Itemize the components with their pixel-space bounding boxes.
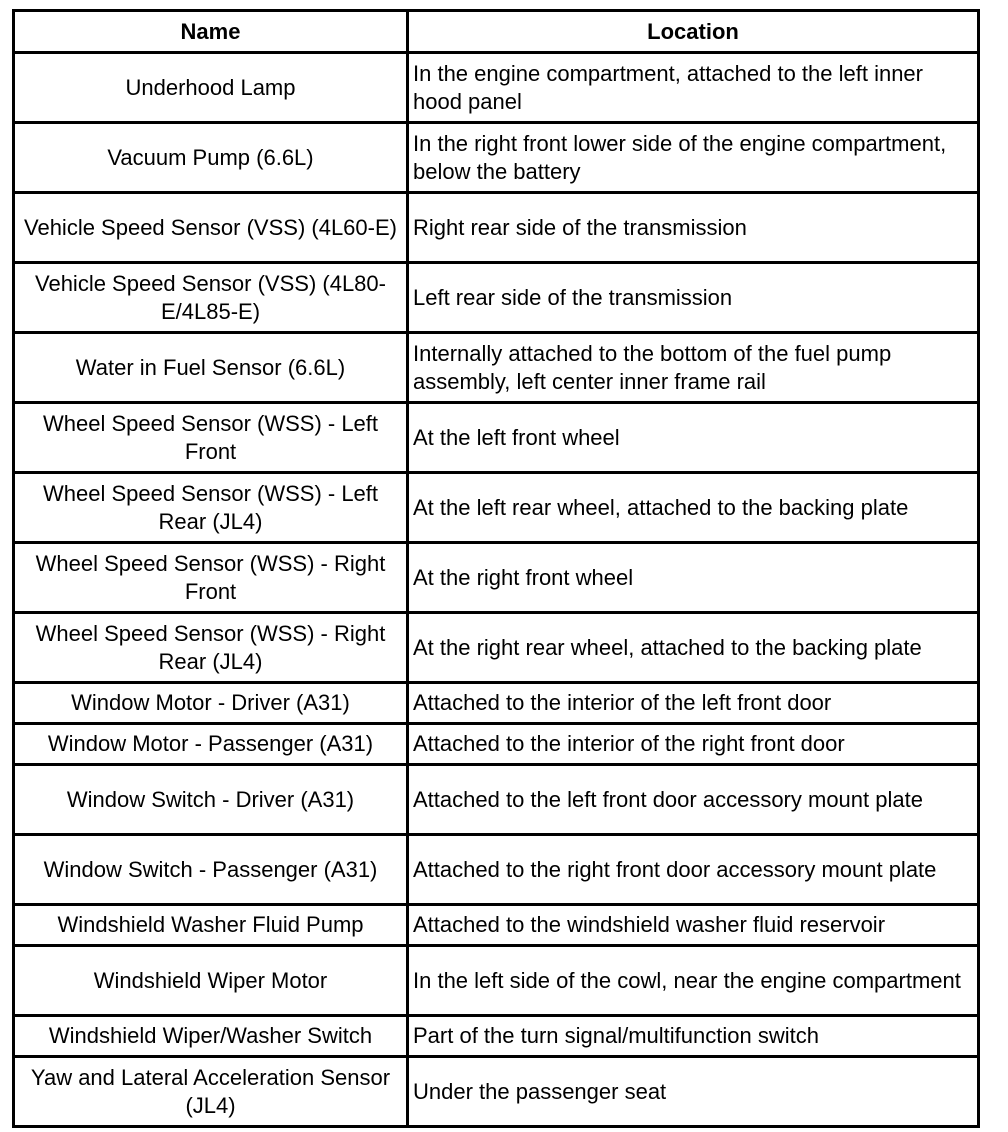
component-location: Right rear side of the transmission [408, 193, 979, 263]
component-name: Window Motor - Passenger (A31) [14, 724, 408, 765]
column-header-name: Name [14, 11, 408, 53]
component-name: Vehicle Speed Sensor (VSS) (4L80-E/4L85-E) [14, 263, 408, 333]
table-header-row [14, 11, 979, 53]
component-name: Underhood Lamp [14, 53, 408, 123]
table-row [14, 473, 979, 543]
component-name: Yaw and Lateral Acceleration Sensor (JL4) [14, 1057, 408, 1127]
component-location: Attached to the left front door accessory mount plate [408, 765, 979, 835]
component-name: Vacuum Pump (6.6L) [14, 123, 408, 193]
component-name: Windshield Wiper Motor [14, 946, 408, 1016]
component-location: At the right front wheel [408, 543, 979, 613]
component-name: Wheel Speed Sensor (WSS) - Left Rear (JL4) [14, 473, 408, 543]
component-location: At the right rear wheel, attached to the backing plate [408, 613, 979, 683]
component-location: In the left side of the cowl, near the engine compartment [408, 946, 979, 1016]
component-name: Wheel Speed Sensor (WSS) - Right Front [14, 543, 408, 613]
component-name: Windshield Washer Fluid Pump [14, 905, 408, 946]
table-row [14, 835, 979, 905]
component-location: Attached to the windshield washer fluid reservoir [408, 905, 979, 946]
component-name: Window Switch - Driver (A31) [14, 765, 408, 835]
component-name: Wheel Speed Sensor (WSS) - Right Rear (JL4) [14, 613, 408, 683]
component-location: Attached to the interior of the left front door [408, 683, 979, 724]
component-location: In the right front lower side of the engine compartment, below the battery [408, 123, 979, 193]
table-row [14, 946, 979, 1016]
table-row [14, 765, 979, 835]
component-name: Water in Fuel Sensor (6.6L) [14, 333, 408, 403]
component-location: Attached to the interior of the right front door [408, 724, 979, 765]
table-row [14, 905, 979, 946]
component-name: Wheel Speed Sensor (WSS) - Left Front [14, 403, 408, 473]
table-row [14, 403, 979, 473]
table-row [14, 263, 979, 333]
table-row [14, 333, 979, 403]
component-name: Windshield Wiper/Washer Switch [14, 1016, 408, 1057]
component-location: At the left rear wheel, attached to the backing plate [408, 473, 979, 543]
table-row [14, 1057, 979, 1127]
column-header-location: Location [408, 11, 979, 53]
component-location: Internally attached to the bottom of the fuel pump assembly, left center inner frame rail [408, 333, 979, 403]
table-row [14, 613, 979, 683]
component-name: Window Switch - Passenger (A31) [14, 835, 408, 905]
component-location-table [12, 9, 980, 1128]
table-row [14, 724, 979, 765]
component-name: Vehicle Speed Sensor (VSS) (4L60-E) [14, 193, 408, 263]
component-location: In the engine compartment, attached to the left inner hood panel [408, 53, 979, 123]
component-location: Left rear side of the transmission [408, 263, 979, 333]
table-row [14, 123, 979, 193]
table-row [14, 1016, 979, 1057]
table-row [14, 193, 979, 263]
component-location: At the left front wheel [408, 403, 979, 473]
component-name: Window Motor - Driver (A31) [14, 683, 408, 724]
component-location: Under the passenger seat [408, 1057, 979, 1127]
table-row [14, 683, 979, 724]
table-row [14, 53, 979, 123]
table-row [14, 543, 979, 613]
component-location: Part of the turn signal/multifunction switch [408, 1016, 979, 1057]
component-location: Attached to the right front door accessory mount plate [408, 835, 979, 905]
